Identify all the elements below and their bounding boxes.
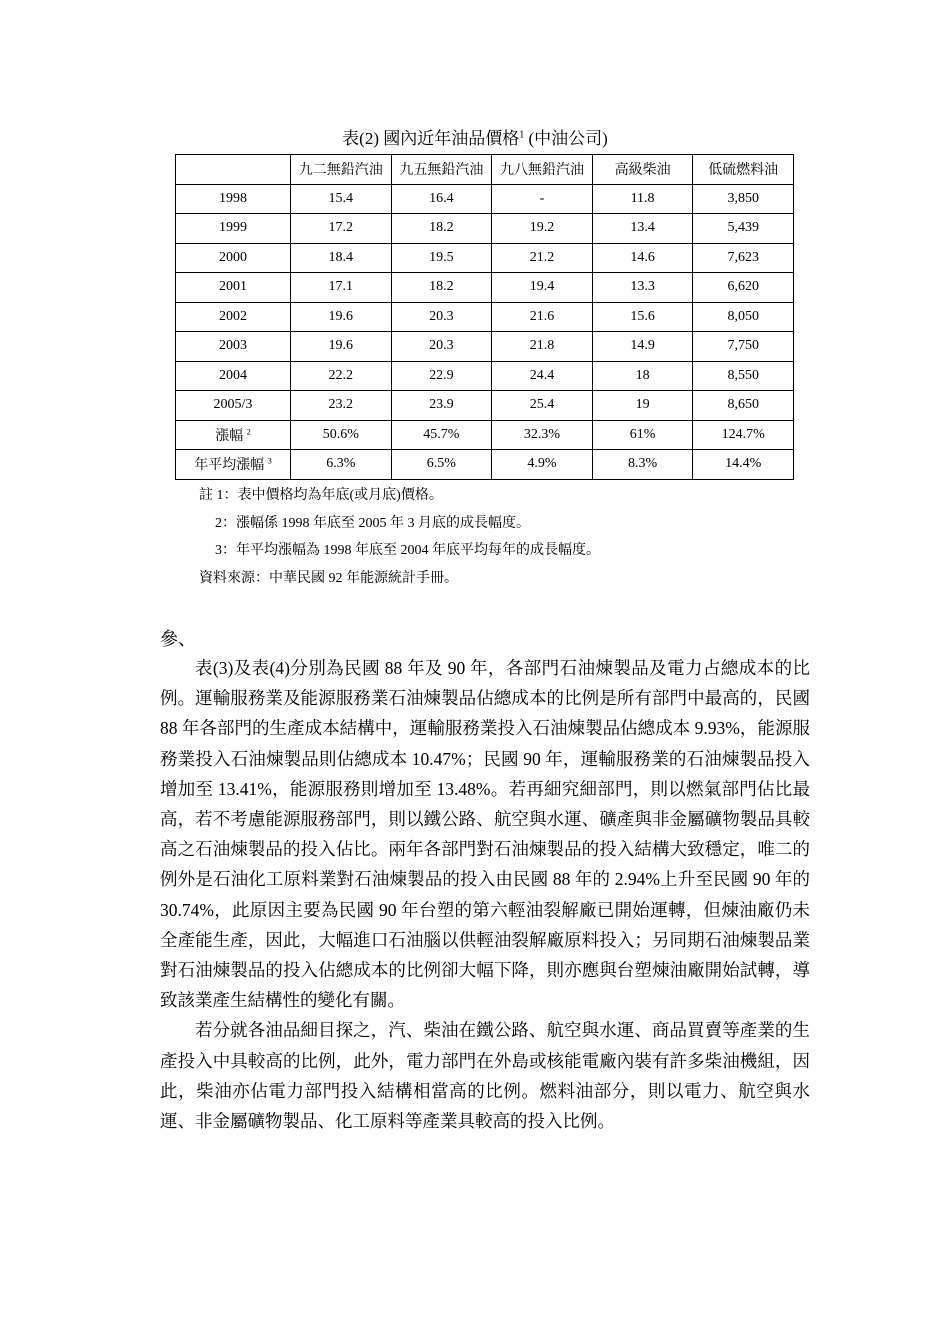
table-cell: 24.4: [492, 361, 593, 391]
row-label: [176, 273, 291, 303]
table-row: [176, 450, 794, 480]
table-caption: [0, 127, 950, 151]
table-cell: 8,550: [693, 361, 794, 391]
table-cell: 4.9%: [492, 450, 593, 480]
row-label-text: 2005/3: [213, 397, 253, 413]
table-cell: 6.3%: [291, 450, 392, 480]
table-cell: 25.4: [492, 391, 593, 421]
table-cell: 6.5%: [391, 450, 492, 480]
section-heading: 參、: [160, 629, 196, 649]
table-cell: 21.8: [492, 332, 593, 362]
table-cell: 11.8: [592, 184, 693, 214]
table-cell: 19: [592, 391, 693, 421]
table-cell: 8,650: [693, 391, 794, 421]
table-row: [176, 332, 794, 362]
table-cell: 124.7%: [693, 420, 794, 450]
table-cell: 23.2: [291, 391, 392, 421]
table-cell: 32.3%: [492, 420, 593, 450]
table-cell: 22.9: [391, 361, 492, 391]
table-row: [176, 302, 794, 332]
source-note: 資料來源：中華民國 92 年能源統計手冊。: [199, 570, 458, 586]
table-cell: 19.6: [291, 302, 392, 332]
table-header-row: [176, 155, 794, 185]
column-header: 低硫燃料油: [693, 155, 794, 185]
row-label-text: 漲幅: [215, 428, 244, 444]
table-cell: 19.5: [391, 243, 492, 273]
row-label-text: 2002: [219, 308, 247, 324]
column-header: 九五無鉛汽油: [391, 155, 492, 185]
table-cell: 13.4: [592, 214, 693, 244]
table-cell: 17.2: [291, 214, 392, 244]
table-row: [176, 391, 794, 421]
table-cell: 20.3: [391, 332, 492, 362]
caption-note-mark: 1: [519, 129, 525, 141]
row-label-text: 2004: [219, 367, 247, 383]
column-header: 高級柴油: [592, 155, 693, 185]
table-cell: 21.6: [492, 302, 593, 332]
oil-price-table: [175, 154, 794, 480]
row-label: [176, 391, 291, 421]
row-label: [176, 420, 291, 450]
table-cell: 8,050: [693, 302, 794, 332]
table-cell: 21.2: [492, 243, 593, 273]
table-cell: 19.2: [492, 214, 593, 244]
note-2: 2：漲幅係 1998 年底至 2005 年 3 月底的成長幅度。: [215, 515, 530, 531]
note-1: 註 1：表中價格均為年底(或月底)價格。: [199, 488, 443, 503]
caption-title: 表(2) 國內近年油品價格: [342, 129, 520, 148]
table-cell: 61%: [592, 420, 693, 450]
row-label-text: 2001: [219, 279, 247, 295]
table-body: [176, 184, 794, 479]
row-label: [176, 361, 291, 391]
note-3: 3：年平均漲幅為 1998 年底至 2004 年底平均每年的成長幅度。: [215, 543, 600, 558]
table-cell: 8.3%: [592, 450, 693, 480]
header-corner: [176, 155, 291, 185]
table-cell: 5,439: [693, 214, 794, 244]
table-cell: 18.2: [391, 214, 492, 244]
table-row: [176, 273, 794, 303]
table-cell: 14.6: [592, 243, 693, 273]
table-row: [176, 214, 794, 244]
paragraph: 若分就各油品細目探之，汽、柴油在鐵公路、航空與水運、商品買賣等產業的生產投入中具較高的比例，此外，電力部門在外島或核能電廠內裝有許多柴油機組，因此，柴油亦佔電力部門投入結構相當高的比例。燃料油部分，則以電力、航空與水運、非金屬礦物製品、化工原料等產業具較高的投入比例。: [160, 1020, 810, 1132]
row-label-note-mark: 2: [246, 427, 251, 437]
row-label-text: 1998: [219, 190, 247, 206]
body-text: [160, 653, 810, 1136]
table-cell: 13.3: [592, 273, 693, 303]
row-label-text: 1999: [219, 220, 247, 236]
table-cell: 23.9: [391, 391, 492, 421]
row-label-text: 2000: [219, 249, 247, 265]
row-label: [176, 302, 291, 332]
table-cell: 17.1: [291, 273, 392, 303]
row-label: [176, 332, 291, 362]
table-cell: -: [492, 184, 593, 214]
table-cell: 18: [592, 361, 693, 391]
table-cell: 18.2: [391, 273, 492, 303]
table-row: [176, 361, 794, 391]
table-cell: 22.2: [291, 361, 392, 391]
row-label: [176, 184, 291, 214]
table-cell: 20.3: [391, 302, 492, 332]
table-cell: 7,623: [693, 243, 794, 273]
table-cell: 16.4: [391, 184, 492, 214]
row-label-text: 2003: [219, 338, 247, 354]
table-row: [176, 420, 794, 450]
row-label-text: 年平均漲幅: [194, 458, 265, 474]
table-cell: 7,750: [693, 332, 794, 362]
table-row: [176, 243, 794, 273]
table-row: [176, 184, 794, 214]
row-label: [176, 243, 291, 273]
table-cell: 14.4%: [693, 450, 794, 480]
table-cell: 14.9: [592, 332, 693, 362]
table-cell: 15.4: [291, 184, 392, 214]
row-label-note-mark: 3: [267, 456, 272, 466]
table-cell: 3,850: [693, 184, 794, 214]
table-cell: 45.7%: [391, 420, 492, 450]
table-cell: 19.4: [492, 273, 593, 303]
table-cell: 50.6%: [291, 420, 392, 450]
caption-source: (中油公司): [524, 129, 608, 148]
paragraph: 表(3)及表(4)分別為民國 88 年及 90 年，各部門石油煉製品及電力占總成本的比例。運輸服務業及能源服務業石油煉製品佔總成本的比例是所有部門中最高的，民國 88 年各部門的生產成本結構中，運輸服務業投入石油煉製品佔總成本 9.93%，能源服務業投入石油煉製品則佔總成本 10.47%；民國 90 年，運輸服務業的石油煉製品投入增加至 13.41%，能源服務則增加至 13.48%。若再細究細部門，則以燃氣部門佔比最高，若不考慮能源服務部門，則以鐵公路、航空與水運、礦產與非金屬礦物製品具較高之石油煉製品的投入佔比。兩年各部門對石油煉製品的投入結構大致穩定，唯二的例外是石油化工原料業對石油煉製品的投入由民國 88 年的 2.94%上升至民國 90 年的 30.74%，此原因主要為民國 90 年台塑的第六輕油裂解廠已開始運轉，但煉油廠仍未全產能生產，因此，大幅進口石油腦以供輕油裂解廠原料投入；另同期石油煉製品業對石油煉製品的投入佔總成本的比例卻大幅下降，則亦應與台塑煉油廠開始試轉，導致該業產生結構性的變化有關。: [160, 658, 810, 1011]
table-cell: 18.4: [291, 243, 392, 273]
table-cell: 15.6: [592, 302, 693, 332]
row-label: [176, 214, 291, 244]
table-notes: [199, 482, 600, 592]
table-cell: 6,620: [693, 273, 794, 303]
table-cell: 19.6: [291, 332, 392, 362]
column-header: 九二無鉛汽油: [291, 155, 392, 185]
column-header: 九八無鉛汽油: [492, 155, 593, 185]
row-label: [176, 450, 291, 480]
